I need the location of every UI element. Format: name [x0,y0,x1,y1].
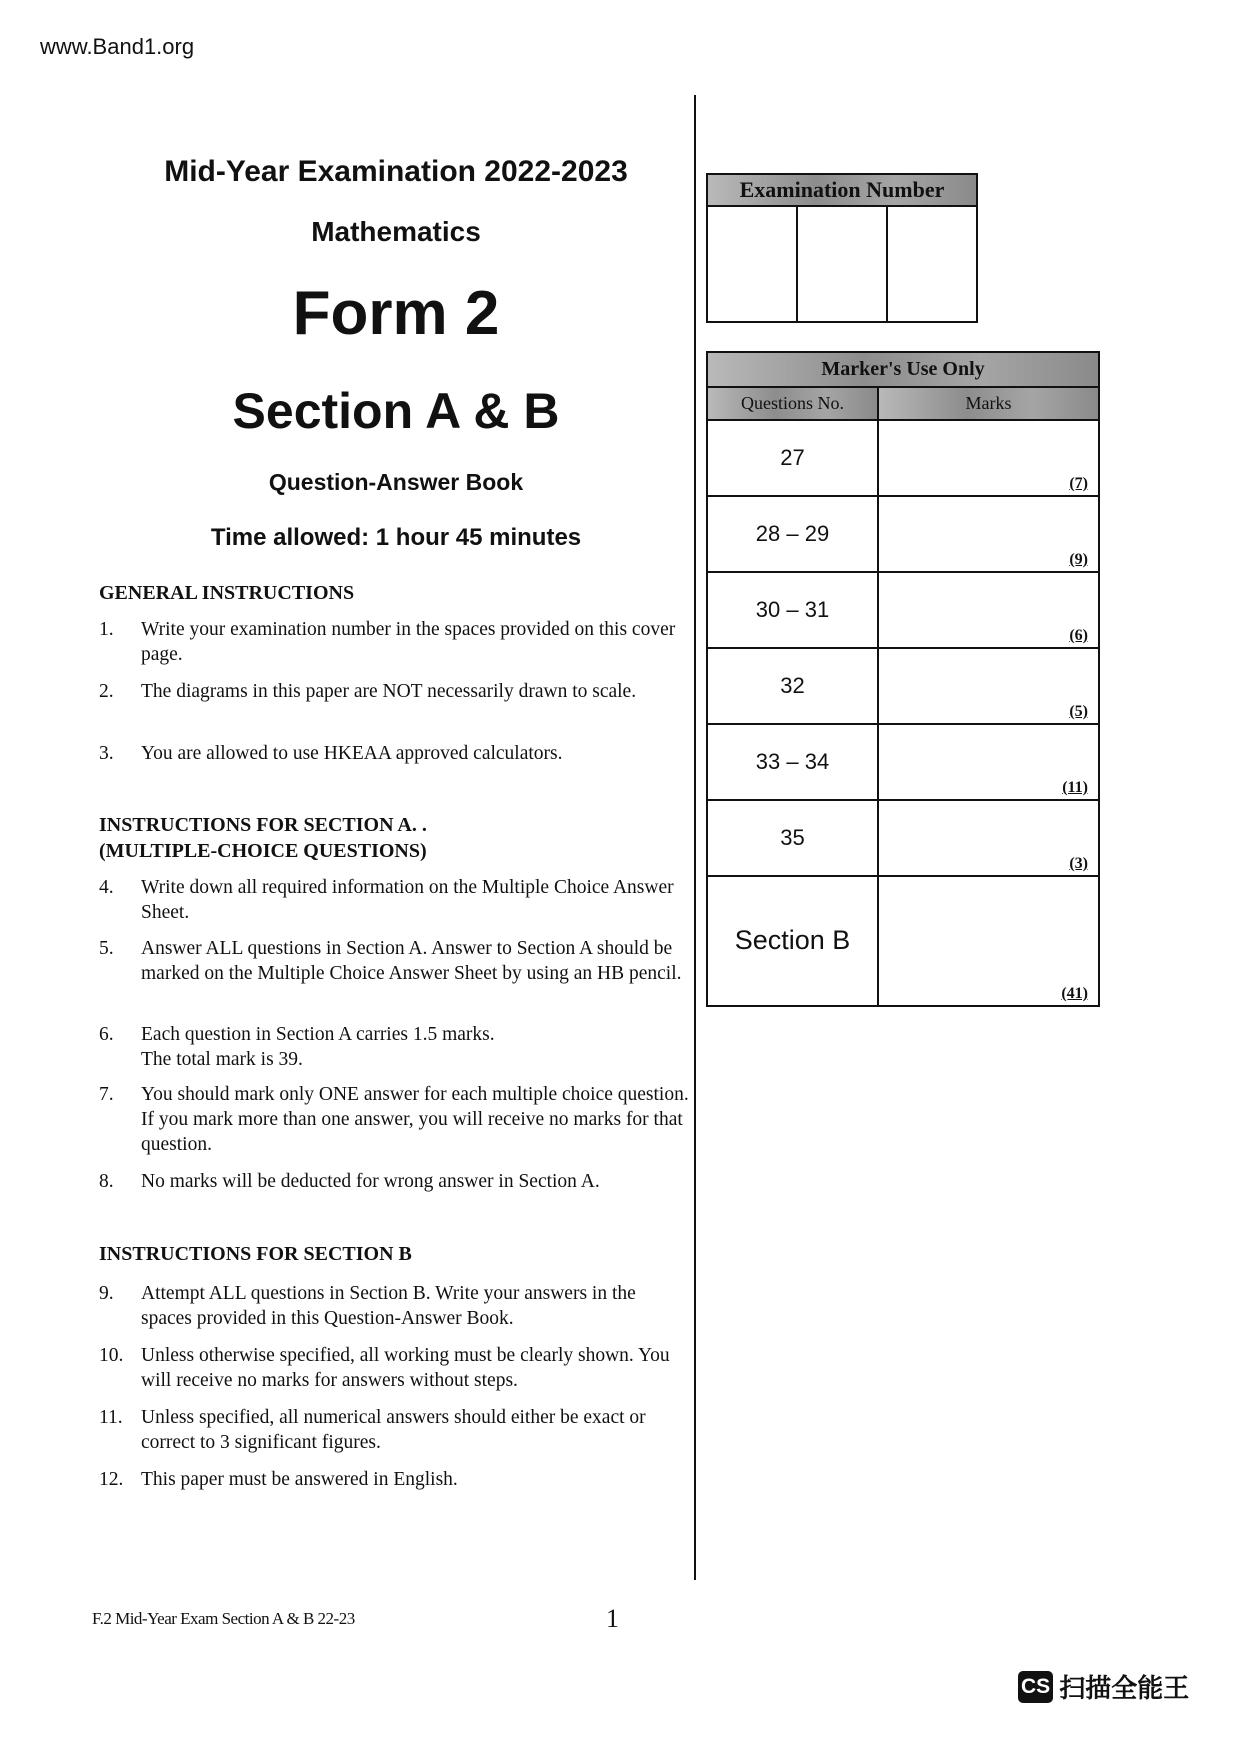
marks-cell[interactable]: (41) [878,876,1099,1006]
marks-cell[interactable]: (3) [878,800,1099,876]
marks-cell[interactable]: (6) [878,572,1099,648]
time-allowed: Time allowed: 1 hour 45 minutes [210,524,582,551]
instruction-item: 9. Attempt ALL questions in Section B. Write your answers in the spaces provided in this Question-Answer Book. [99,1283,636,1329]
footer-label: F.2 Mid-Year Exam Section A & B 22-23 [92,1609,355,1628]
instruction-item: 12. This paper must be answered in English. [99,1469,458,1490]
table-row [707,420,1099,496]
table-row [707,572,1099,648]
exam-title: Mid-Year Examination 2022-2023 [164,155,628,188]
instruction-item: 2. The diagrams in this paper are NOT necessarily drawn to scale. [99,681,637,702]
scanner-text: 扫描全能王 [1059,1673,1190,1703]
question-number: 28 – 29 [707,496,878,572]
general-instructions-heading: GENERAL INSTRUCTIONS [99,582,355,604]
section-a-subheading: (MULTIPLE-CHOICE QUESTIONS) [99,840,427,862]
instruction-item: 10. Unless otherwise specified, all working must be clearly shown. You will receive no marks for answers without steps. [99,1345,670,1391]
question-number: 33 – 34 [707,724,878,800]
question-number: 32 [707,648,878,724]
instruction-item: 5. Answer ALL questions in Section A. Answer to Section A should be marked on the Multiple Choice Answer Sheet by using an HB pencil. [99,938,682,984]
section-a-heading: INSTRUCTIONS FOR SECTION A. . [99,814,427,836]
instruction-item: 1. Write your examination number in the spaces provided on this cover page. [99,619,676,665]
cs-badge-icon: CS [1018,1671,1053,1703]
instruction-item: 11. Unless specified, all numerical answers should either be exact or correct to 3 significant figures. [99,1407,646,1453]
question-number: 30 – 31 [707,572,878,648]
question-number: 27 [707,420,878,496]
table-row [707,648,1099,724]
exam-number-digit-2[interactable] [797,206,887,322]
marks-cell[interactable]: (11) [878,724,1099,800]
form-level: Form 2 [292,279,500,348]
marks-header: Marks [878,387,1099,420]
exam-number-digit-3[interactable] [887,206,977,322]
column-divider [694,95,696,1580]
book-type: Question-Answer Book [268,469,524,495]
table-row [707,876,1099,1006]
marks-cell[interactable]: (9) [878,496,1099,572]
section-b-heading: INSTRUCTIONS FOR SECTION B [99,1243,412,1265]
instruction-item: 4. Write down all required information on the Multiple Choice Answer Sheet. [99,877,674,923]
marker-title: Marker's Use Only [707,352,1099,387]
scanner-logo [1018,1668,1189,1705]
instruction-item: 7. You should mark only ONE answer for each multiple choice question. If you mark more than one answer, you will receive no marks for that question. [99,1084,689,1155]
watermark-url: www.Band1.org [40,34,195,59]
page-number: 1 [606,1604,619,1633]
section-title: Section A & B [232,383,560,439]
marks-cell[interactable]: (5) [878,648,1099,724]
instruction-item: 6. Each question in Section A carries 1.5 marks. The total mark is 39. [99,1024,495,1070]
instruction-item: 8. No marks will be deducted for wrong answer in Section A. [99,1171,600,1192]
instruction-item: 3. You are allowed to use HKEAA approved calculators. [99,743,563,764]
table-row [707,800,1099,876]
question-number: Section B [707,876,878,1006]
marks-cell[interactable]: (7) [878,420,1099,496]
exam-number-digit-1[interactable] [707,206,797,322]
examination-number-label: Examination Number [707,174,977,206]
questions-header: Questions No. [707,387,878,420]
table-row [707,496,1099,572]
marker-table [706,351,1100,1007]
question-number: 35 [707,800,878,876]
examination-number-box [706,173,978,323]
table-row [707,724,1099,800]
subject: Mathematics [311,216,481,247]
